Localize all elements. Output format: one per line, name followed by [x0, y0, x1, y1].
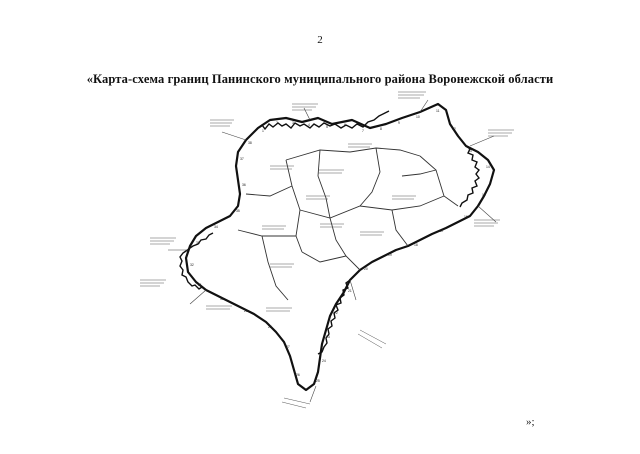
svg-text:3: 3 [292, 121, 294, 125]
svg-text:37: 37 [240, 157, 244, 161]
svg-text:6: 6 [344, 123, 346, 127]
svg-text:1: 1 [262, 129, 264, 133]
svg-text:16: 16 [464, 215, 468, 219]
map-title: «Карта-схема границ Панинского муниципального района Воронежской области [86, 72, 554, 86]
svg-text:7: 7 [362, 129, 364, 133]
svg-text:34: 34 [214, 225, 218, 229]
svg-text:27: 27 [286, 345, 290, 349]
svg-text:32: 32 [190, 263, 194, 267]
svg-text:25: 25 [316, 379, 320, 383]
caption-blocks [140, 92, 514, 408]
svg-text:18: 18 [414, 243, 418, 247]
svg-text:20: 20 [364, 267, 368, 271]
svg-text:2: 2 [276, 121, 278, 125]
svg-text:11: 11 [436, 109, 440, 113]
svg-text:30: 30 [220, 297, 224, 301]
neighbour-leader-lines [168, 100, 496, 402]
svg-text:38: 38 [248, 141, 252, 145]
svg-text:10: 10 [416, 115, 420, 119]
svg-text:31: 31 [198, 283, 202, 287]
settlement-boundaries [238, 148, 458, 300]
svg-text:26: 26 [296, 373, 300, 377]
page-number: 2 [317, 34, 323, 46]
svg-text:5: 5 [326, 125, 328, 129]
svg-text:22: 22 [334, 311, 338, 315]
boundary-detail-east [460, 146, 479, 207]
svg-text:33: 33 [196, 241, 200, 245]
svg-text:12: 12 [452, 127, 456, 131]
closing-mark: »; [526, 416, 535, 428]
svg-text:36: 36 [242, 183, 246, 187]
svg-text:4: 4 [308, 123, 310, 127]
svg-text:14: 14 [486, 165, 490, 169]
svg-text:23: 23 [326, 335, 330, 339]
svg-text:8: 8 [380, 127, 382, 131]
svg-text:29: 29 [244, 309, 248, 313]
svg-text:9: 9 [398, 121, 400, 125]
svg-text:17: 17 [440, 229, 444, 233]
svg-text:19: 19 [388, 253, 392, 257]
svg-text:21: 21 [348, 289, 352, 293]
svg-text:15: 15 [482, 193, 486, 197]
svg-text:35: 35 [236, 209, 240, 213]
svg-text:28: 28 [268, 325, 272, 329]
svg-text:13: 13 [468, 149, 472, 153]
svg-text:24: 24 [322, 359, 326, 363]
